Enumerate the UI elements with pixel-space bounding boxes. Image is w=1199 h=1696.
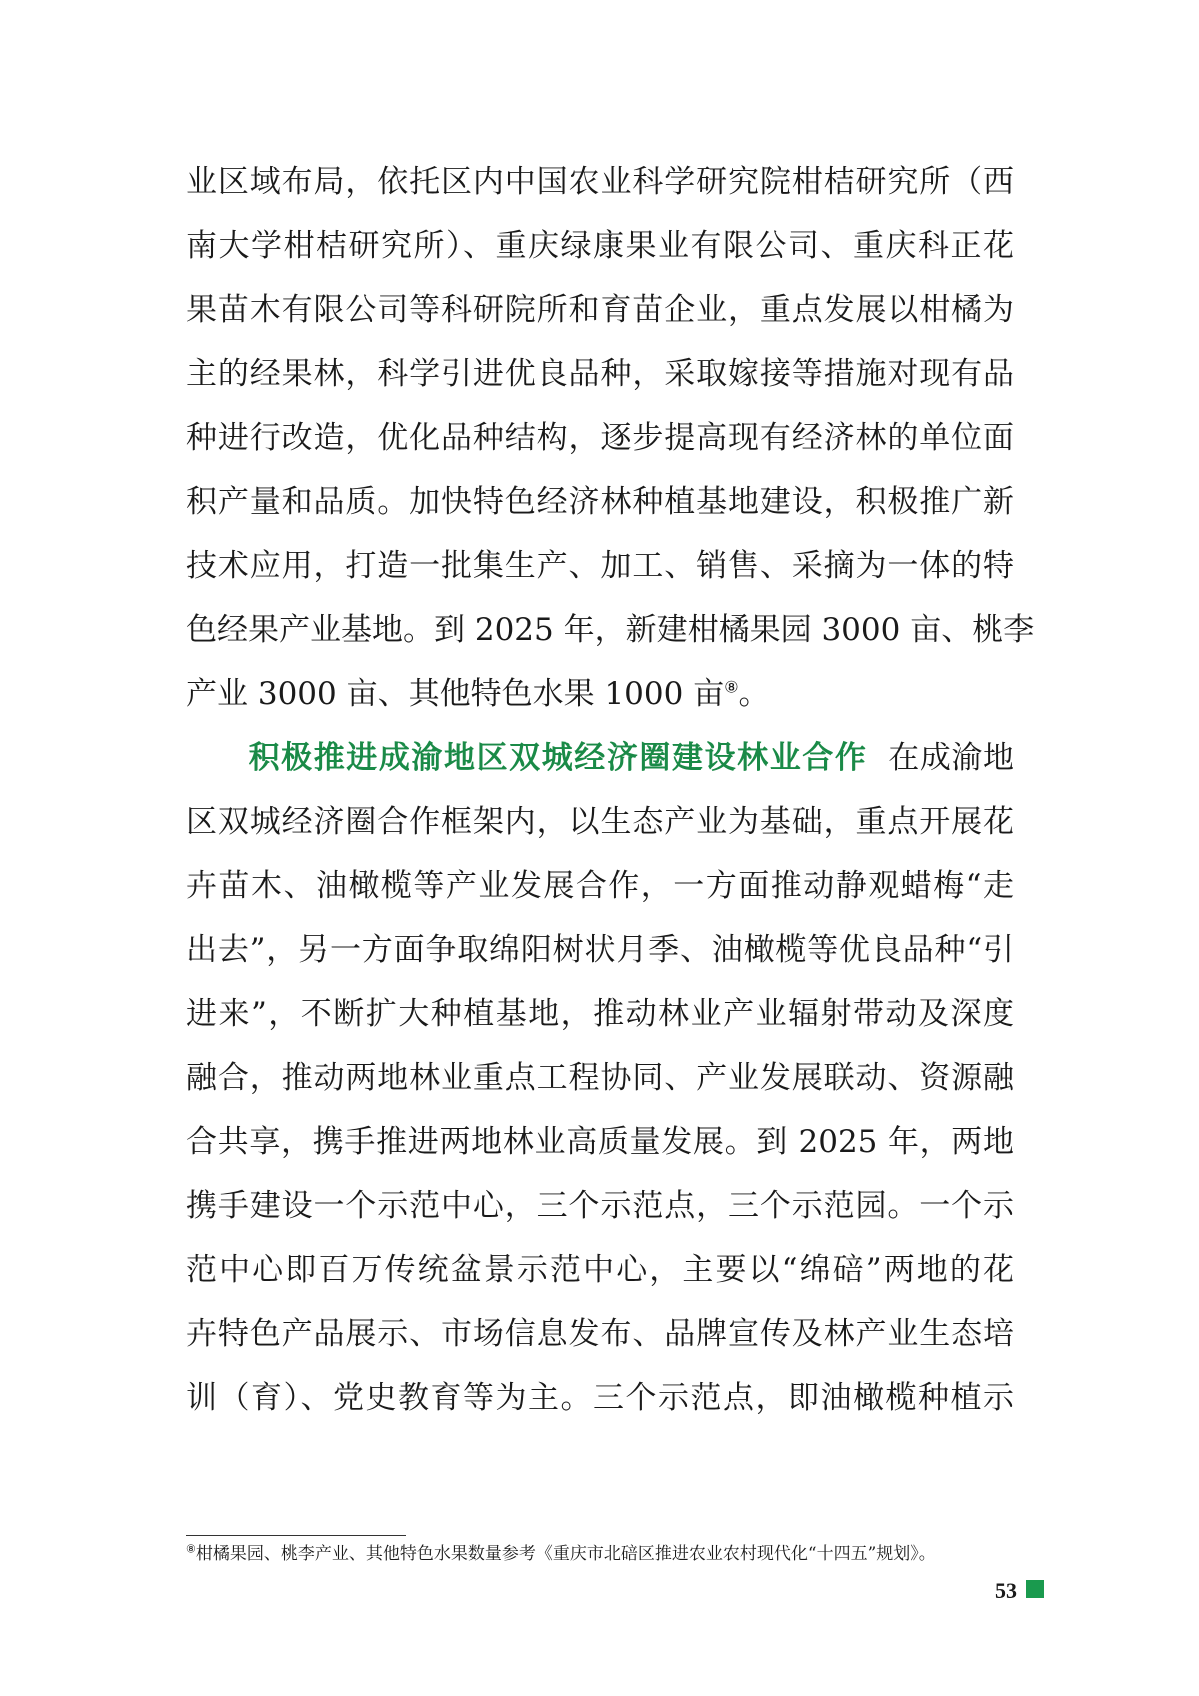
paragraph-2-line: 范中心即百万传统盆景示范中心，主要以“绵碚”两地的花: [186, 1252, 1014, 1288]
paragraph-1-line: 果苗木有限公司等科研院所和育苗企业，重点发展以柑橘为: [186, 292, 1014, 328]
footnote-reference[interactable]: ⑧: [724, 677, 739, 697]
paragraph-1-last-line-end: 。: [738, 676, 770, 712]
paragraph-2-line: 卉苗木、油橄榄等产业发展合作，一方面推动静观蜡梅“走: [186, 868, 1014, 904]
paragraph-2-line: 卉特色产品展示、市场信息发布、品牌宣传及林产业生态培: [186, 1316, 1014, 1352]
section-heading: 积极推进成渝地区双城经济圈建设林业合作: [248, 740, 868, 776]
paragraph-1-last-line-text: 产业 3000 亩、其他特色水果 1000 亩: [186, 676, 725, 712]
footnote-divider: [186, 1535, 406, 1536]
paragraph-2-line: 区双城经济圈合作框架内，以生态产业为基础，重点开展花: [186, 804, 1014, 840]
paragraph-2-line: 融合，推动两地林业重点工程协同、产业发展联动、资源融: [186, 1060, 1014, 1096]
paragraph-1-last-line: [186, 662, 1014, 726]
page-number-marker: [1026, 1580, 1044, 1598]
paragraph-1-line: 技术应用，打造一批集生产、加工、销售、采摘为一体的特: [186, 548, 1014, 584]
paragraph-2-line: 进来”，不断扩大种植基地，推动林业产业辐射带动及深度: [186, 996, 1014, 1032]
paragraph-2: [186, 790, 1014, 1430]
body-text: [186, 150, 1035, 1430]
paragraph-1-line: 种进行改造，优化品种结构，逐步提高现有经济林的单位面: [186, 420, 1014, 456]
paragraph-2-first-line: [186, 726, 1014, 790]
paragraph-2-line: 训（育）、党史教育等为主。三个示范点，即油橄榄种植示: [186, 1380, 1014, 1416]
paragraph-2-line: 携手建设一个示范中心，三个示范点，三个示范园。一个示: [186, 1188, 1014, 1224]
paragraph-2-first-line-rest: 在成渝地: [888, 740, 1015, 776]
page-number: 53: [995, 1578, 1017, 1603]
footnote-mark: ⑧: [186, 1542, 196, 1556]
paragraph-1-line: 主的经果林，科学引进优良品种，采取嫁接等措施对现有品: [186, 356, 1014, 392]
paragraph-2-line: 合共享，携手推进两地林业高质量发展。到 2025 年，两地: [186, 1124, 1014, 1160]
paragraph-1-line: 积产量和品质。加快特色经济林种植基地建设，积极推广新: [186, 484, 1014, 520]
paragraph-1-line: 色经果产业基地。到 2025 年，新建柑橘果园 3000 亩、桃李: [186, 612, 1035, 648]
paragraph-1-line: 南大学柑桔研究所）、重庆绿康果业有限公司、重庆科正花: [186, 228, 1014, 264]
footnote-text: 柑橘果园、桃李产业、其他特色水果数量参考《重庆市北碚区推进农业农村现代化“十四五”规划》。: [195, 1544, 936, 1564]
paragraph-1: [186, 150, 1035, 662]
paragraph-2-line: 出去”，另一方面争取绵阳树状月季、油橄榄等优良品种“引: [186, 932, 1014, 968]
paragraph-1-line: 业区域布局，依托区内中国农业科学研究院柑桔研究所（西: [186, 164, 1014, 200]
footnote: [186, 1542, 936, 1566]
